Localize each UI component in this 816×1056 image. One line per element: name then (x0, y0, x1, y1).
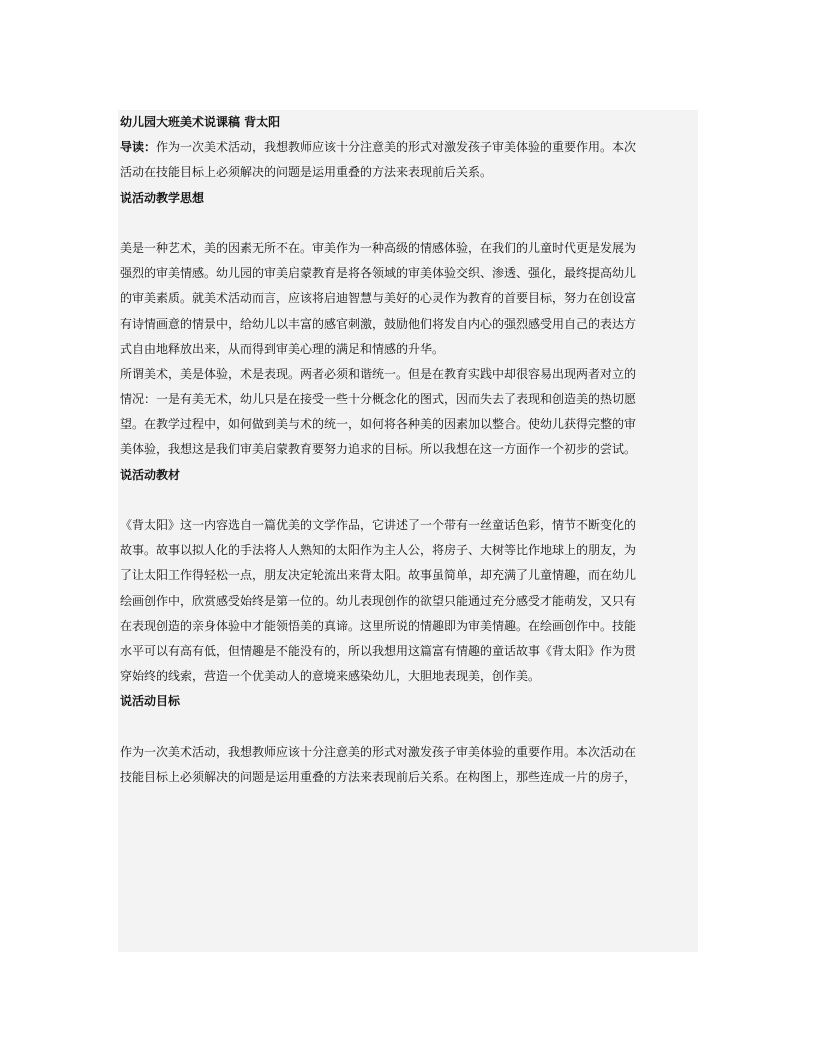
document-title: 幼儿园大班美术说课稿 背太阳 (120, 115, 281, 129)
section-heading-materials: 说活动教材 (120, 467, 181, 482)
intro-line-1 (120, 135, 698, 160)
paragraph-line: 了让太阳工作得轻松一点，朋友决定轮流出来背太阳。故事虽简单，却充满了儿童情趣，而在幼儿 (120, 568, 637, 583)
section-heading-teaching-thought: 说活动教学思想 (120, 190, 205, 205)
paragraph-line: 望。在教学过程中，如何做到美与术的统一，如何将各种美的因素加以整合。使幼儿获得完整的审 (120, 417, 637, 432)
paragraph-line: 美体验，我想这是我们审美启蒙教育要努力追求的目标。所以我想在这一方面作一个初步的尝试。 (120, 442, 637, 457)
intro-line-2: 活动在技能目标上必须解决的问题是运用重叠的方法来表现前后关系。 (120, 165, 493, 180)
paragraph-line: 强烈的审美情感。幼儿园的审美启蒙教育是将各领域的审美体验交织、渗透、强化，最终提高幼儿 (120, 266, 637, 281)
section-heading-objectives: 说活动目标 (120, 694, 181, 709)
paragraph-line: 所谓美术，美是体验，术是表现。两者必须和谐统一。但是在教育实践中却很容易出现两者对立的 (120, 366, 637, 381)
paragraph-line: 绘画创作中，欣赏感受始终是第一位的。幼儿表现创作的欲望只能通过充分感受才能萌发，又只有 (120, 593, 637, 608)
spacer (120, 488, 698, 513)
paragraph-line: 水平可以有高有低，但情趣是不能没有的，所以我想用这篇富有情趣的童话故事《背太阳》作为贯 (120, 643, 637, 658)
paragraph-line: 有诗情画意的情景中，给幼儿以丰富的感官刺激，鼓励他们将发自内心的强烈感受用自己的表达方 (120, 316, 637, 331)
spacer (120, 715, 698, 740)
paragraph-line: 作为一次美术活动，我想教师应该十分注意美的形式对激发孩子审美体验的重要作用。本次活动在 (120, 744, 637, 759)
paragraph-line: 美是一种艺术，美的因素无所不在。审美作为一种高级的情感体验，在我们的儿童时代更是发展为 (120, 240, 637, 255)
paragraph-line: 情况：一是有美无术，幼儿只是在接受一些十分概念化的图式，因而失去了表现和创造美的热切愿 (120, 392, 637, 407)
intro-label: 导读： (120, 140, 157, 155)
spacer (120, 211, 698, 236)
paragraph-line: 式自由地释放出来，从而得到审美心理的满足和情感的升华。 (120, 341, 445, 356)
paragraph-line: 故事。故事以拟人化的手法将人人熟知的太阳作为主人公，将房子、大树等比作地球上的朋友，为 (120, 543, 637, 558)
intro-text: 作为一次美术活动，我想教师应该十分注意美的形式对激发孩子审美体验的重要作用。本次 (156, 140, 637, 155)
paragraph-line: 的审美素质。就美术活动而言，应该将启迪智慧与美好的心灵作为教育的首要目标，努力在创设富 (120, 291, 637, 306)
paragraph-line: 技能目标上必须解决的问题是运用重叠的方法来表现前后关系。在构图上，那些连成一片的房子， (120, 769, 637, 784)
paragraph-line: 穿始终的线索，营造一个优美动人的意境来感染幼儿，大胆地表现美，创作美。 (120, 669, 541, 684)
paragraph-line: 在表现创造的亲身体验中才能领悟美的真谛。这里所说的情趣即为审美情趣。在绘画创作中。技能 (120, 618, 637, 633)
document-body (118, 110, 698, 952)
paragraph-line: 《背太阳》这一内容选自一篇优美的文学作品，它讲述了一个带有一丝童话色彩，情节不断变化的 (120, 518, 637, 532)
